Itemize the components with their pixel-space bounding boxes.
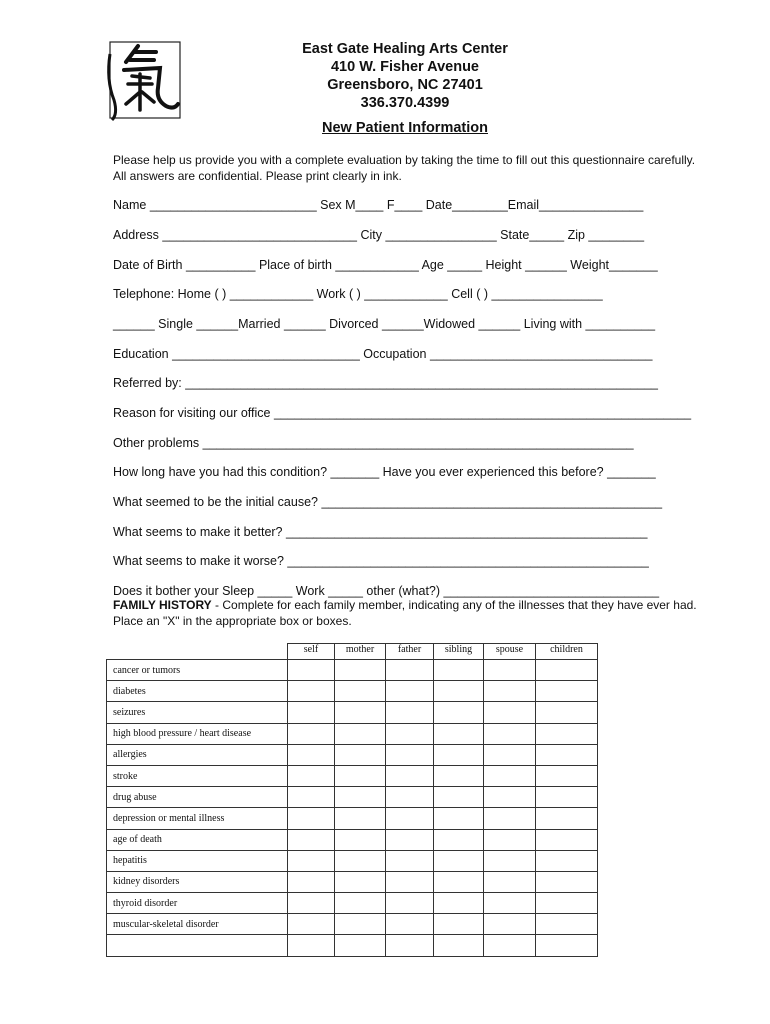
checkbox-cell[interactable]	[434, 765, 484, 786]
checkbox-cell[interactable]	[536, 893, 598, 914]
checkbox-cell[interactable]	[484, 850, 536, 871]
checkbox-cell[interactable]	[335, 914, 386, 935]
checkbox-cell[interactable]	[288, 723, 335, 744]
table-row	[107, 681, 598, 702]
checkbox-cell[interactable]	[536, 871, 598, 892]
checkbox-cell[interactable]	[484, 914, 536, 935]
illness-label: hepatitis	[107, 850, 288, 871]
checkbox-cell[interactable]	[288, 660, 335, 681]
checkbox-cell[interactable]	[386, 660, 434, 681]
checkbox-cell[interactable]	[484, 702, 536, 723]
checkbox-cell[interactable]	[386, 765, 434, 786]
checkbox-cell[interactable]	[288, 765, 335, 786]
qi-calligraphy-logo	[104, 40, 184, 122]
column-header: mother	[335, 644, 386, 660]
checkbox-cell[interactable]	[434, 914, 484, 935]
checkbox-cell[interactable]	[484, 744, 536, 765]
intro-line-2: All answers are confidential. Please print clearly in ink.	[113, 169, 402, 183]
clinic-address: 410 W. Fisher Avenue	[330, 59, 479, 75]
illness-label: kidney disorders	[107, 871, 288, 892]
checkbox-cell[interactable]	[536, 765, 598, 786]
column-header: spouse	[484, 644, 536, 660]
checkbox-cell[interactable]	[536, 681, 598, 702]
checkbox-cell[interactable]	[288, 893, 335, 914]
checkbox-cell[interactable]	[335, 744, 386, 765]
form-title: New Patient Information	[322, 120, 488, 136]
checkbox-cell[interactable]	[434, 871, 484, 892]
table-row	[107, 723, 598, 744]
family-history-text-1: - Complete for each family member, indicating any of the illnesses that they have ever had.	[211, 598, 697, 612]
table-row	[107, 850, 598, 871]
worse-line[interactable]: What seems to make it worse? ____________________________________________________	[113, 554, 649, 568]
checkbox-cell[interactable]	[335, 787, 386, 808]
checkbox-cell[interactable]	[484, 723, 536, 744]
checkbox-cell[interactable]	[484, 787, 536, 808]
column-header: father	[386, 644, 434, 660]
family-history-instructions	[113, 598, 763, 629]
other-problems-line[interactable]: Other problems ______________________________________________________________	[113, 436, 634, 450]
table-header-row	[107, 644, 598, 660]
illness-label: high blood pressure / heart disease	[107, 723, 288, 744]
checkbox-cell[interactable]	[335, 871, 386, 892]
family-history-heading: FAMILY HISTORY	[113, 598, 212, 612]
checkbox-cell[interactable]	[484, 871, 536, 892]
illness-label: allergies	[107, 744, 288, 765]
clinic-city: Greensboro, NC 27401	[327, 77, 483, 93]
illness-label: drug abuse	[107, 787, 288, 808]
checkbox-cell[interactable]	[386, 914, 434, 935]
illness-label: stroke	[107, 765, 288, 786]
table-row	[107, 660, 598, 681]
checkbox-cell[interactable]	[484, 660, 536, 681]
checkbox-cell[interactable]	[335, 723, 386, 744]
checkbox-cell[interactable]	[386, 702, 434, 723]
name-sex-date-email-line[interactable]: Name ________________________ Sex M____ F____ Date________Email_______________	[113, 198, 644, 212]
checkbox-cell[interactable]	[288, 744, 335, 765]
checkbox-cell[interactable]	[386, 787, 434, 808]
illness-label: thyroid disorder	[107, 893, 288, 914]
checkbox-cell[interactable]	[288, 681, 335, 702]
clinic-header	[250, 40, 560, 112]
checkbox-cell[interactable]	[484, 808, 536, 829]
checkbox-cell[interactable]	[536, 787, 598, 808]
checkbox-cell[interactable]	[386, 808, 434, 829]
checkbox-cell[interactable]	[335, 681, 386, 702]
condition-duration-line[interactable]: How long have you had this condition? _______ Have you ever experienced this before? _______	[113, 465, 656, 479]
address-line[interactable]: Address ____________________________ City ________________ State_____ Zip ________	[113, 228, 645, 242]
checkbox-cell[interactable]	[484, 765, 536, 786]
checkbox-cell[interactable]	[434, 723, 484, 744]
illness-label: depression or mental illness	[107, 808, 288, 829]
clinic-name: East Gate Healing Arts Center	[302, 41, 508, 57]
birth-age-height-weight-line[interactable]: Date of Birth __________ Place of birth ____________ Age _____ Height ______ Weight_______	[113, 258, 658, 272]
checkbox-cell[interactable]	[288, 829, 335, 850]
checkbox-cell[interactable]	[288, 787, 335, 808]
table-row	[107, 744, 598, 765]
checkbox-cell[interactable]	[536, 850, 598, 871]
checkbox-cell[interactable]	[434, 681, 484, 702]
telephone-line[interactable]: Telephone: Home ( ) ____________ Work ( ) ____________ Cell ( ) ________________	[113, 287, 603, 301]
qi-calligraphy-icon	[104, 40, 184, 122]
checkbox-cell[interactable]	[484, 935, 536, 956]
better-line[interactable]: What seems to make it better? ____________________________________________________	[113, 525, 648, 539]
checkbox-cell[interactable]	[386, 935, 434, 956]
table-row	[107, 787, 598, 808]
reason-for-visit-line[interactable]: Reason for visiting our office ____________________________________________________________	[113, 406, 692, 420]
intro-text	[113, 152, 753, 184]
checkbox-cell[interactable]	[288, 850, 335, 871]
checkbox-cell[interactable]	[434, 935, 484, 956]
bother-sleep-work-line[interactable]: Does it bother your Sleep _____ Work _____ other (what?) _______________________________	[113, 584, 660, 598]
checkbox-cell[interactable]	[335, 935, 386, 956]
checkbox-cell[interactable]	[536, 935, 598, 956]
checkbox-cell[interactable]	[536, 829, 598, 850]
checkbox-cell[interactable]	[536, 808, 598, 829]
checkbox-cell[interactable]	[386, 850, 434, 871]
checkbox-cell[interactable]	[536, 723, 598, 744]
checkbox-cell[interactable]	[335, 850, 386, 871]
intro-line-1: Please help us provide you with a complete evaluation by taking the time to fill out this questionnaire carefully.	[113, 153, 696, 167]
education-occupation-line[interactable]: Education ___________________________ Occupation ________________________________	[113, 347, 653, 361]
checkbox-cell[interactable]	[335, 829, 386, 850]
checkbox-cell[interactable]	[386, 893, 434, 914]
table-row	[107, 702, 598, 723]
checkbox-cell[interactable]	[288, 914, 335, 935]
table-row	[107, 893, 598, 914]
checkbox-cell[interactable]	[386, 829, 434, 850]
illness-label	[107, 935, 288, 956]
checkbox-cell[interactable]	[335, 660, 386, 681]
table-corner	[107, 644, 288, 660]
checkbox-cell[interactable]	[434, 850, 484, 871]
checkbox-cell[interactable]	[335, 702, 386, 723]
clinic-phone: 336.370.4399	[360, 95, 450, 111]
checkbox-cell[interactable]	[484, 829, 536, 850]
initial-cause-line[interactable]: What seemed to be the initial cause? _________________________________________________	[113, 495, 663, 509]
illness-label: muscular-skeletal disorder	[107, 914, 288, 935]
marital-status-line[interactable]: ______ Single ______Married ______ Divorced ______Widowed ______ Living with __________	[113, 317, 656, 331]
table-row	[107, 871, 598, 892]
checkbox-cell[interactable]	[288, 871, 335, 892]
checkbox-cell[interactable]	[288, 808, 335, 829]
checkbox-cell[interactable]	[386, 681, 434, 702]
table-row	[107, 829, 598, 850]
checkbox-cell[interactable]	[386, 871, 434, 892]
checkbox-cell[interactable]	[288, 935, 335, 956]
column-header: sibling	[434, 644, 484, 660]
referred-by-line[interactable]: Referred by: ____________________________________________________________________	[113, 376, 658, 390]
checkbox-cell[interactable]	[484, 893, 536, 914]
checkbox-cell[interactable]	[335, 765, 386, 786]
illness-label: age of death	[107, 829, 288, 850]
checkbox-cell[interactable]	[386, 723, 434, 744]
column-header: self	[288, 644, 335, 660]
checkbox-cell[interactable]	[386, 744, 434, 765]
checkbox-cell[interactable]	[536, 914, 598, 935]
checkbox-cell[interactable]	[434, 893, 484, 914]
illness-label: seizures	[107, 702, 288, 723]
checkbox-cell[interactable]	[536, 702, 598, 723]
table-row	[107, 935, 598, 956]
checkbox-cell[interactable]	[484, 681, 536, 702]
family-history-text-2: Place an "X" in the appropriate box or boxes.	[113, 613, 352, 628]
checkbox-cell[interactable]	[288, 702, 335, 723]
checkbox-cell[interactable]	[335, 893, 386, 914]
checkbox-cell[interactable]	[434, 702, 484, 723]
checkbox-cell[interactable]	[335, 808, 386, 829]
illness-label: cancer or tumors	[107, 660, 288, 681]
checkbox-cell[interactable]	[434, 744, 484, 765]
checkbox-cell[interactable]	[434, 787, 484, 808]
table-row	[107, 808, 598, 829]
table-row	[107, 914, 598, 935]
column-header: children	[536, 644, 598, 660]
checkbox-cell[interactable]	[434, 660, 484, 681]
checkbox-cell[interactable]	[434, 829, 484, 850]
table-row	[107, 765, 598, 786]
illness-label: diabetes	[107, 681, 288, 702]
checkbox-cell[interactable]	[536, 744, 598, 765]
family-history-table	[106, 643, 598, 957]
checkbox-cell[interactable]	[536, 660, 598, 681]
checkbox-cell[interactable]	[434, 808, 484, 829]
